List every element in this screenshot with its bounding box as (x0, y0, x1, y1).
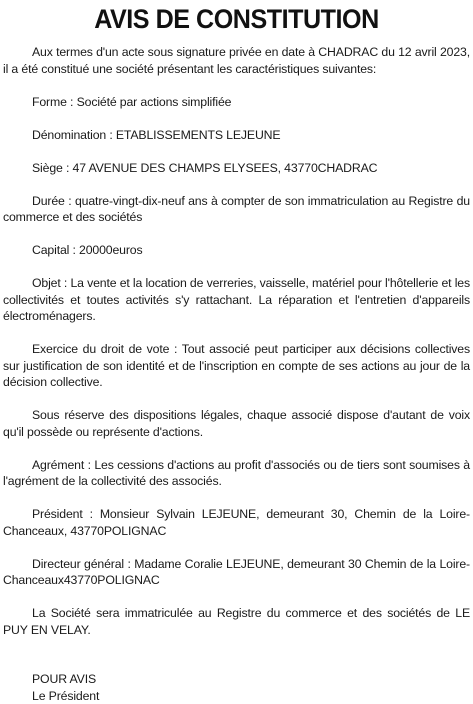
paragraph-agrement: Agrément : Les cessions d'actions au profit d'associés ou de tiers sont soumises à l'agrément de la collectivité des associés. (3, 457, 470, 490)
notice-body (3, 44, 470, 704)
paragraph-capital: Capital : 20000euros (3, 242, 470, 259)
paragraph-siege: Siège : 47 AVENUE DES CHAMPS ELYSEES, 43770CHADRAC (3, 160, 470, 177)
signature-role: Le Président (32, 688, 470, 704)
paragraph-president: Président : Monsieur Sylvain LEJEUNE, demeurant 30, Chemin de la Loire-Chanceaux, 43770POLIGNAC (3, 506, 470, 539)
paragraph-droit-de-vote: Exercice du droit de vote : Tout associé peut participer aux décisions collectives sur justification de son identité et de l'inscription en compte de ses actions au jour de la décision collective. (3, 341, 470, 391)
signature-pour-avis: POUR AVIS (32, 671, 470, 688)
paragraph-directeur-general: Directeur général : Madame Coralie LEJEUNE, demeurant 30 Chemin de la Loire-Chanceaux43770POLIGNAC (3, 556, 470, 589)
paragraph-preamble: Aux termes d'un acte sous signature privée en date à CHADRAC du 12 avril 2023, il a été constitué une société présentant les caractéristiques suivantes: (3, 44, 470, 77)
paragraph-reserve: Sous réserve des dispositions légales, chaque associé dispose d'autant de voix qu'il possède ou représente d'actions. (3, 407, 470, 440)
paragraph-objet: Objet : La vente et la location de verreries, vaisselle, matériel pour l'hôtellerie et les collectivités et toutes activités s'y rattachant. La réparation et l'entretien d'appareils électroménagers. (3, 275, 470, 325)
paragraph-denomination: Dénomination : ETABLISSEMENTS LEJEUNE (3, 127, 470, 144)
paragraph-duree: Durée : quatre-vingt-dix-neuf ans à compter de son immatriculation au Registre du commerce et des sociétés (3, 193, 470, 226)
signature-block (3, 671, 470, 704)
paragraph-immatriculation: La Société sera immatriculée au Registre du commerce et des sociétés de LE PUY EN VELAY. (3, 605, 470, 638)
notice-title: AVIS DE CONSTITUTION (17, 3, 457, 35)
paragraph-forme: Forme : Société par actions simplifiée (3, 94, 470, 111)
